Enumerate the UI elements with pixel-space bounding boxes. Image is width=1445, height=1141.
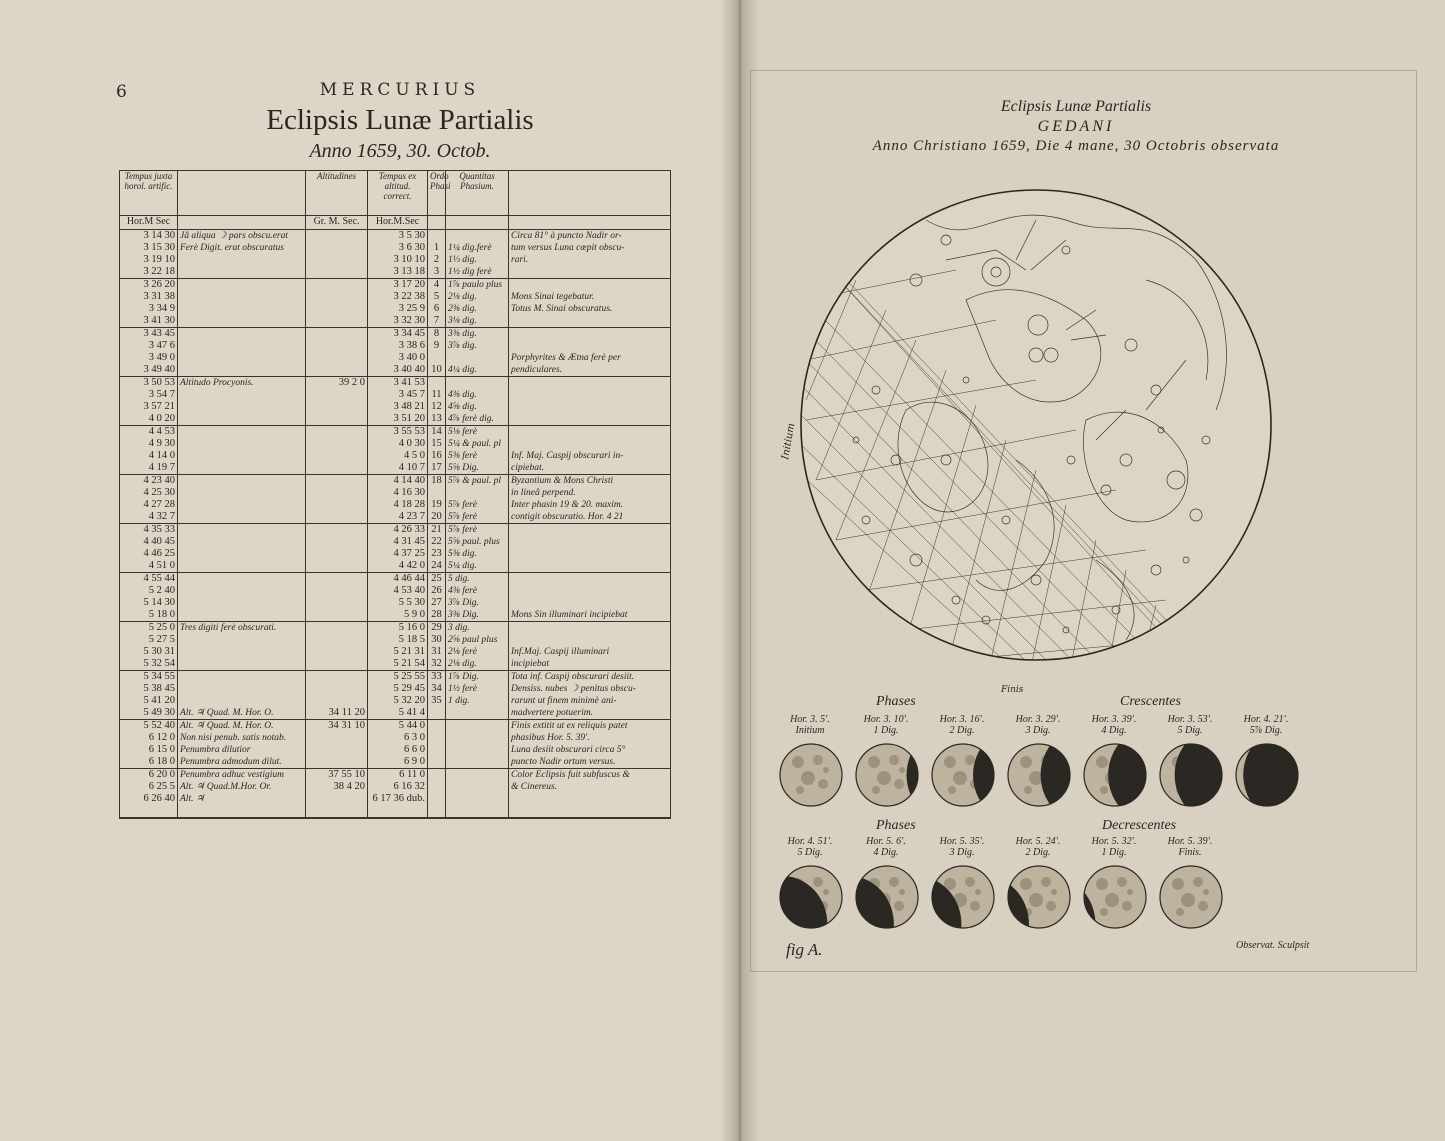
table-cell-note: Alt. ♃ Quad. M. Hor. O. xyxy=(178,671,306,720)
table-cell-t: 4 23 40 4 25 30 4 27 28 4 32 7 xyxy=(120,475,178,524)
phase-caption xyxy=(1150,714,1230,736)
phase-digits: 5 Dig. xyxy=(1177,725,1203,736)
table-cell-ord xyxy=(428,769,446,819)
phase-digits: Finis. xyxy=(1178,847,1202,858)
phase-caption xyxy=(922,714,1002,736)
table-cell-t: 4 4 53 4 9 30 4 14 0 4 19 7 xyxy=(120,426,178,475)
table-cell-rem: Porphyrites & Ætna ferè per pendiculares. xyxy=(509,328,671,377)
table-cell-q xyxy=(446,769,509,819)
table-unit-cell xyxy=(446,216,509,230)
phases-label-2: Phases xyxy=(876,818,916,833)
table-row xyxy=(120,426,671,475)
table-unit-cell xyxy=(178,216,306,230)
phase-digits: 1 Dig. xyxy=(1101,847,1127,858)
crescentes-label: Crescentes xyxy=(1120,694,1181,709)
figure-label: fig A. xyxy=(786,940,823,959)
phase-moon xyxy=(1234,742,1300,808)
phases-label-1: Phases xyxy=(876,694,916,709)
table-header-cell: Tempus ex altitud. correct. xyxy=(368,171,428,216)
table-cell-t: 5 25 0 5 27 5 5 30 31 5 32 54 xyxy=(120,622,178,671)
table-header-cell: Quantitas Phasium. xyxy=(446,171,509,216)
sculptor-label: Observat. Sculpsit xyxy=(1236,940,1310,951)
page-subtitle: Anno 1659, 30. Octob. xyxy=(309,140,491,162)
phase-hour: Hor. 3. 10'. xyxy=(863,714,909,725)
phase-hour: Hor. 5. 39'. xyxy=(1167,836,1213,847)
table-cell-note: Alt. ♃ Quad. M. Hor. O. Non nisi penub. satis notab. Penumbra dilutior Penumbra admodum dilut. xyxy=(178,720,306,769)
table-cell-t: 3 26 20 3 31 38 3 34 9 3 41 30 xyxy=(120,279,178,328)
table-cell-q: 5⅛ ferè 5¼ & paul. pl 5⅜ ferè 5⅝ Dig. xyxy=(446,426,509,475)
table-cell-t: 4 55 44 5 2 40 5 14 30 5 18 0 xyxy=(120,573,178,622)
phase-caption xyxy=(998,714,1078,736)
table-cell-alt xyxy=(306,328,368,377)
table-cell-q: 3⅜ dig. 3⅞ dig. 4¼ dig. xyxy=(446,328,509,377)
phase-caption xyxy=(846,836,926,858)
moon-map-engraving xyxy=(766,160,1306,700)
table-cell-tc: 3 5 30 3 6 30 3 10 10 3 13 18 xyxy=(368,230,428,279)
table-cell-q: 1¼ dig.ferè 1⅓ dig. 1½ dig ferè xyxy=(446,230,509,279)
table-cell-alt: 34 31 10 xyxy=(306,720,368,769)
right-page xyxy=(736,0,1445,1141)
table-cell-note xyxy=(178,524,306,573)
phase-digits: 3 Dig. xyxy=(1025,725,1051,736)
decrescentes-label: Decrescentes xyxy=(1102,818,1177,833)
phase-digits: 4 Dig. xyxy=(1101,725,1127,736)
table-cell-ord: 11 12 13 xyxy=(428,377,446,426)
table-cell-tc: 4 46 44 4 53 40 5 5 30 5 9 0 xyxy=(368,573,428,622)
table-cell-alt: 39 2 0 xyxy=(306,377,368,426)
phase-moon xyxy=(1158,742,1224,808)
table-cell-tc: 5 25 55 5 29 45 5 32 20 5 41 4 xyxy=(368,671,428,720)
table-cell-rem: Mons Sin illuminari incipiebat xyxy=(509,573,671,622)
table-cell-rem: Inf.Maj. Caspij illuminari incipiebat xyxy=(509,622,671,671)
table-cell-note xyxy=(178,573,306,622)
table-cell-rem: Circa 81° à puncto Nadir or- tum versus Luna cœpit obscu- rari. xyxy=(509,230,671,279)
phase-moon xyxy=(778,742,844,808)
table-row xyxy=(120,230,671,279)
table-unit-cell: Gr. M. Sec. xyxy=(306,216,368,230)
phase-caption xyxy=(1074,836,1154,858)
phase-hour: Hor. 5. 35'. xyxy=(939,836,985,847)
table-cell-t: 6 20 0 6 25 5 6 26 40 xyxy=(120,769,178,819)
initium-label: Initium xyxy=(780,422,798,461)
table-cell-ord: 21 22 23 24 xyxy=(428,524,446,573)
table-cell-rem: Color Eclipsis fuit subfuscus & & Cinereus. xyxy=(509,769,671,819)
table-cell-q: 5 dig. 4⅜ ferè 3⅞ Dig. 3⅜ Dig. xyxy=(446,573,509,622)
phase-hour: Hor. 5. 24'. xyxy=(1015,836,1061,847)
table-cell-alt xyxy=(306,524,368,573)
table-cell-q: 1⅞ Dig. 1½ ferè 1 dig. xyxy=(446,671,509,720)
phase-caption xyxy=(846,714,926,736)
table-cell-t: 3 43 45 3 47 6 3 49 0 3 49 40 xyxy=(120,328,178,377)
table-unit-cell: Hor.M Sec xyxy=(120,216,178,230)
observation-table xyxy=(119,170,671,819)
phase-hour: Hor. 5. 32'. xyxy=(1091,836,1137,847)
table-cell-alt xyxy=(306,573,368,622)
phase-hour: Hor. 3. 53'. xyxy=(1167,714,1213,725)
table-cell-t: 3 50 53 3 54 7 3 57 21 4 0 20 xyxy=(120,377,178,426)
phase-moon xyxy=(930,864,996,930)
phase-caption xyxy=(1226,714,1306,736)
table-cell-note xyxy=(178,328,306,377)
table-unit-cell xyxy=(428,216,446,230)
table-cell-tc: 4 14 40 4 16 30 4 18 28 4 23 7 xyxy=(368,475,428,524)
table-unit-cell: Hor.M.Sec xyxy=(368,216,428,230)
phase-digits: 5 Dig. xyxy=(797,847,823,858)
running-head: MERCURIUS xyxy=(319,80,481,100)
phase-moon xyxy=(1082,864,1148,930)
table-cell-q: 4⅜ dig. 4⅝ dig. 4⅞ ferè dig. xyxy=(446,377,509,426)
phase-hour: Hor. 4. 21'. xyxy=(1243,714,1289,725)
table-row xyxy=(120,524,671,573)
phase-digits: 5⅞ Dig. xyxy=(1249,725,1283,736)
table-cell-ord: 4 5 6 7 xyxy=(428,279,446,328)
phase-caption xyxy=(922,836,1002,858)
table-header-cell: Altitudines xyxy=(306,171,368,216)
table-row xyxy=(120,769,671,819)
table-cell-note: Tres digiti ferè obscurati. xyxy=(178,622,306,671)
table-cell-ord: 29 30 31 32 xyxy=(428,622,446,671)
table-cell-t: 5 34 55 5 38 45 5 41 20 5 49 30 xyxy=(120,671,178,720)
table-row xyxy=(120,328,671,377)
table-header-row xyxy=(120,171,671,216)
phase-caption xyxy=(1150,836,1230,858)
phase-moon xyxy=(854,864,920,930)
table-cell-rem: Inf. Maj. Caspij obscurari in- cipiebat. xyxy=(509,426,671,475)
table-cell-ord: 33 34 35 xyxy=(428,671,446,720)
table-cell-ord: 8 9 10 xyxy=(428,328,446,377)
table-cell-rem xyxy=(509,524,671,573)
table-cell-ord: 18 19 20 xyxy=(428,475,446,524)
table-cell-tc: 5 44 0 6 3 0 6 6 0 6 9 0 xyxy=(368,720,428,769)
table-cell-tc: 6 11 0 6 16 32 6 17 36 dub. xyxy=(368,769,428,819)
table-header-cell: Tempus juxta horol. artific. xyxy=(120,171,178,216)
table-cell-tc: 3 34 45 3 38 6 3 40 0 3 40 40 xyxy=(368,328,428,377)
phase-digits: Initium xyxy=(795,725,825,736)
plate-place: GEDANI xyxy=(1037,118,1115,135)
table-cell-q: 5⅞ & paul. pl 5⅞ ferè 5⅞ ferè xyxy=(446,475,509,524)
phase-moon xyxy=(1158,864,1224,930)
table-cell-rem: Finis extitit ut ex reliquis patet phasibus Hor. 5. 39'. Luna desiit obscurari circa 5° puncto Nadir ortum versus. xyxy=(509,720,671,769)
phase-moon xyxy=(854,742,920,808)
table-cell-t: 4 35 33 4 40 45 4 46 25 4 51 0 xyxy=(120,524,178,573)
phase-moon xyxy=(1082,742,1148,808)
table-cell-rem: Tota inf. Caspij obscurari desiit. Densiss. nubes ☽ penitus obscu- rarunt ut finem minimè ani- madvertere potuerim. xyxy=(509,671,671,720)
table-cell-note: Penumbra adhuc vestigium Alt. ♃ Quad.M.Hor. Or. Alt. ♃ xyxy=(178,769,306,819)
phase-digits: 2 Dig. xyxy=(1025,847,1051,858)
table-body xyxy=(120,230,671,819)
phase-hour: Hor. 3. 16'. xyxy=(939,714,985,725)
plate-title: Eclipsis Lunæ Partialis xyxy=(1000,98,1152,115)
table-cell-t: 3 14 30 3 15 30 3 19 10 3 22 18 xyxy=(120,230,178,279)
phase-hour: Hor. 3. 39'. xyxy=(1091,714,1137,725)
phase-hour: Hor. 5. 6'. xyxy=(866,836,906,847)
table-cell-tc: 5 16 0 5 18 5 5 21 31 5 21 54 xyxy=(368,622,428,671)
table-cell-alt: 37 55 10 38 4 20 xyxy=(306,769,368,819)
table-cell-q: 3 dig. 2⅝ paul plus 2⅛ ferè 2⅛ dig. xyxy=(446,622,509,671)
table-header-cell xyxy=(509,171,671,216)
table-row xyxy=(120,671,671,720)
phase-hour: Hor. 3. 5'. xyxy=(790,714,830,725)
table-cell-ord: 25 26 27 28 xyxy=(428,573,446,622)
phase-digits: 4 Dig. xyxy=(873,847,899,858)
table-row xyxy=(120,622,671,671)
table-cell-alt: 34 11 20 xyxy=(306,671,368,720)
table-unit-cell xyxy=(509,216,671,230)
table-cell-ord: 1 2 3 xyxy=(428,230,446,279)
table-cell-alt xyxy=(306,622,368,671)
table-cell-note: Altitudo Procyonis. xyxy=(178,377,306,426)
table-cell-rem: Byzantium & Mons Christi in lineâ perpend. Inter phasin 19 & 20. maxim. contigit obscuratio. Hor. 4 21 xyxy=(509,475,671,524)
phase-hour: Hor. 3. 29'. xyxy=(1015,714,1061,725)
table-cell-tc: 3 55 53 4 0 30 4 5 0 4 10 7 xyxy=(368,426,428,475)
phase-digits: 3 Dig. xyxy=(949,847,975,858)
table-cell-rem: Mons Sinai tegebatur. Totus M. Sinai obscuratus. xyxy=(509,279,671,328)
phase-moon xyxy=(1006,864,1072,930)
table-row xyxy=(120,377,671,426)
page-number: 6 xyxy=(116,82,127,102)
table-cell-tc: 3 17 20 3 22 38 3 25 9 3 32 30 xyxy=(368,279,428,328)
finis-label: Finis xyxy=(1001,685,1024,695)
phase-digits: 2 Dig. xyxy=(949,725,975,736)
phase-moon xyxy=(1006,742,1072,808)
table-row xyxy=(120,475,671,524)
table-cell-ord: 14 15 16 17 xyxy=(428,426,446,475)
table-cell-ord xyxy=(428,720,446,769)
phase-caption xyxy=(1074,714,1154,736)
table-cell-alt xyxy=(306,279,368,328)
table-cell-q xyxy=(446,720,509,769)
table-cell-q: 5⅞ ferè 5⅝ paul. plus 5⅜ dig. 5¼ dig. xyxy=(446,524,509,573)
phase-moon xyxy=(778,864,844,930)
phase-caption xyxy=(998,836,1078,858)
table-cell-alt xyxy=(306,426,368,475)
table-row xyxy=(120,279,671,328)
table-row xyxy=(120,573,671,622)
table-cell-note xyxy=(178,475,306,524)
table-units-row xyxy=(120,216,671,230)
phase-caption xyxy=(770,836,850,858)
table-cell-q: 1⅞ paulo plus 2⅛ dig. 2⅜ dig. 3⅛ dig. xyxy=(446,279,509,328)
table-cell-alt xyxy=(306,230,368,279)
plate-date: Anno Christiano 1659, Die 4 mane, 30 Octobris observata xyxy=(872,138,1280,154)
table-cell-note xyxy=(178,426,306,475)
table-cell-t: 5 52 40 6 12 0 6 15 0 6 18 0 xyxy=(120,720,178,769)
phase-moon xyxy=(930,742,996,808)
table-cell-rem xyxy=(509,377,671,426)
table-header-cell: Ordo Phasi xyxy=(428,171,446,216)
phase-hour: Hor. 4. 51'. xyxy=(787,836,833,847)
table-header-cell xyxy=(178,171,306,216)
table-cell-tc: 4 26 33 4 31 45 4 37 25 4 42 0 xyxy=(368,524,428,573)
table-cell-note: Jâ aliqua ☽ pars obscu.erat Ferè Digit. erat obscuratus xyxy=(178,230,306,279)
table-cell-tc: 3 41 53 3 45 7 3 48 21 3 51 20 xyxy=(368,377,428,426)
table-cell-alt xyxy=(306,475,368,524)
table-cell-note xyxy=(178,279,306,328)
phase-digits: 1 Dig. xyxy=(873,725,899,736)
page-title: Eclipsis Lunæ Partialis xyxy=(266,104,534,136)
table-row xyxy=(120,720,671,769)
phase-caption xyxy=(770,714,850,736)
